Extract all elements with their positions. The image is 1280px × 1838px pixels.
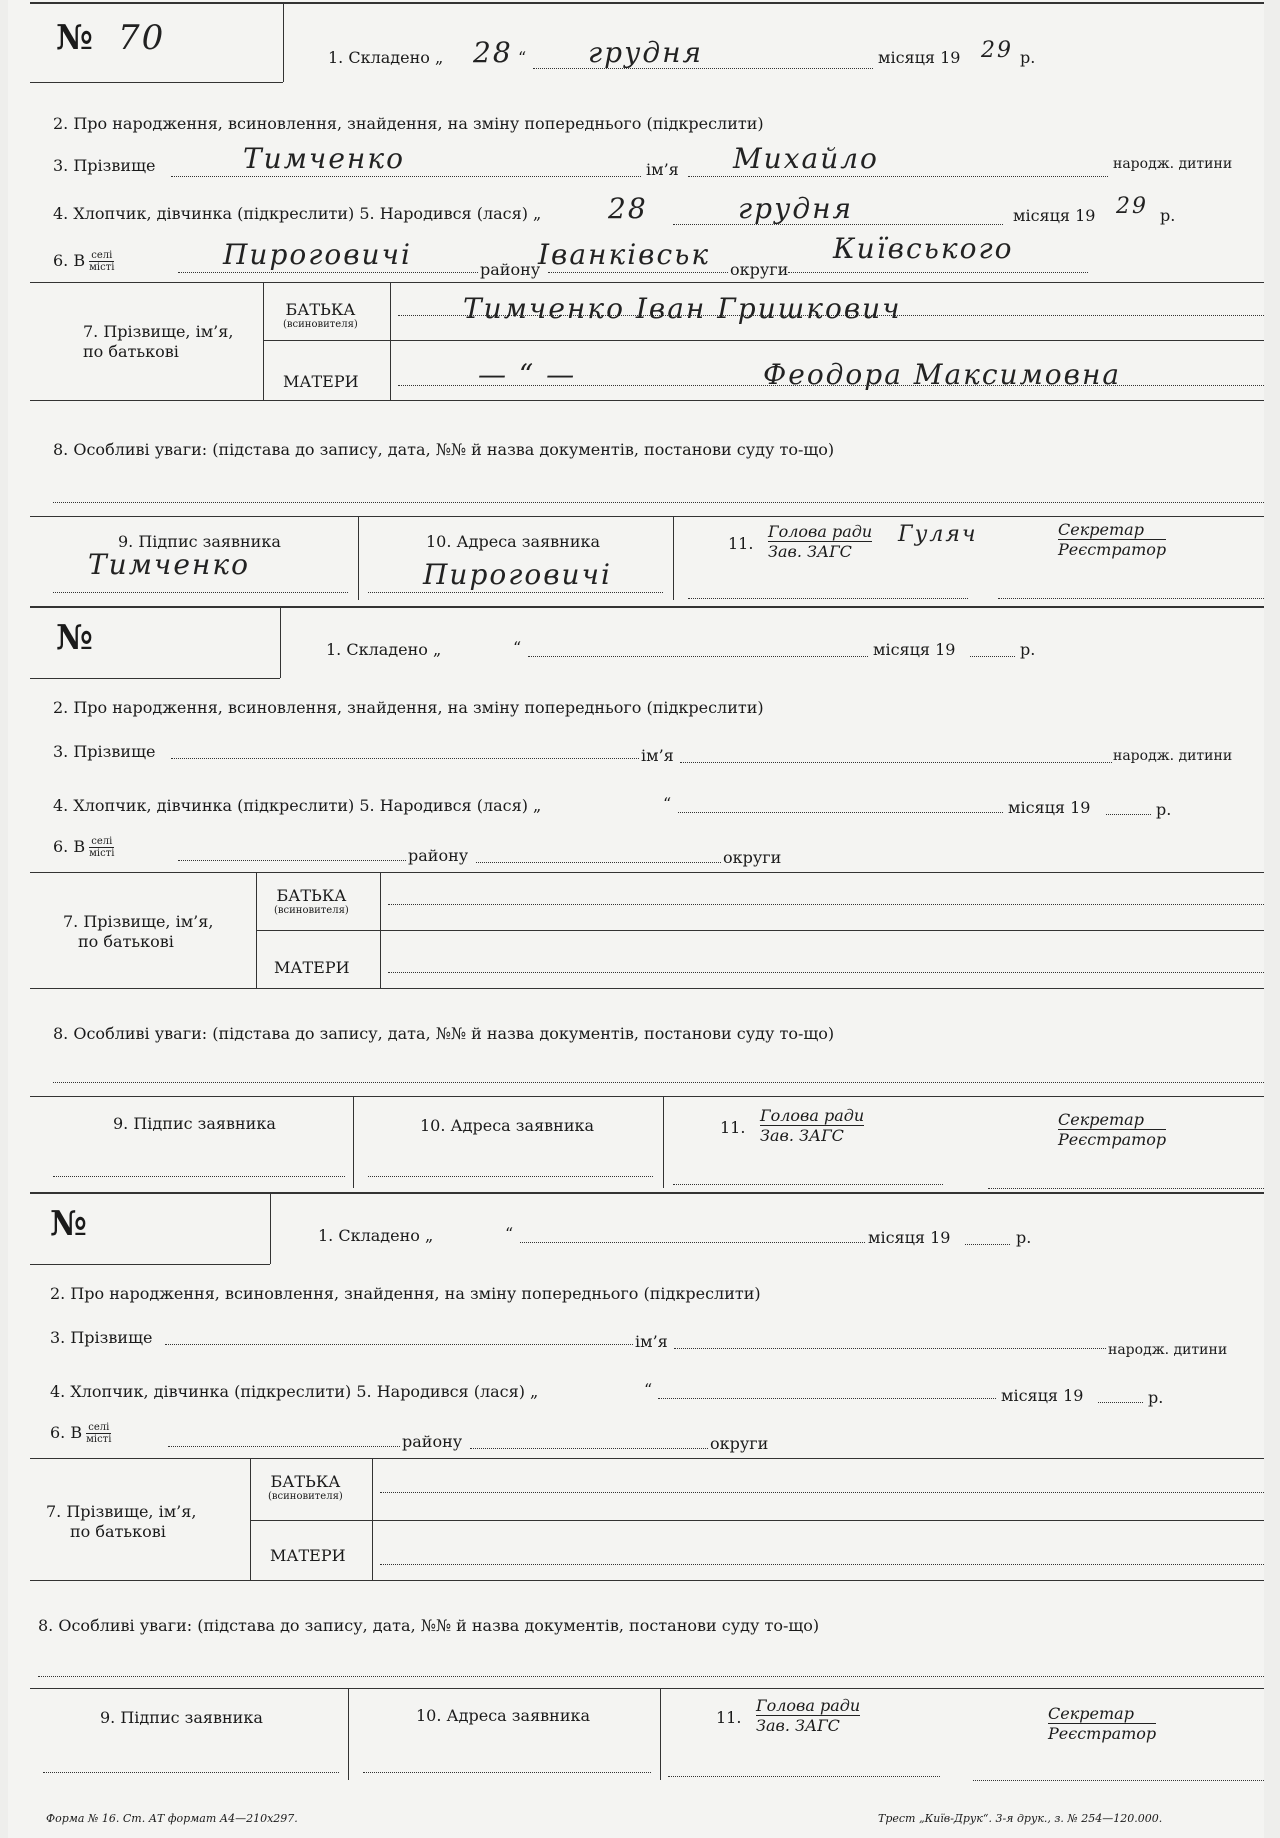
mother-dash: — “ — (478, 358, 577, 391)
compiled-label: 1. Складено „ (328, 48, 444, 67)
birth-year: 29 (1116, 194, 1148, 219)
head-signature: Гуляч (898, 522, 978, 547)
village-value: Пироговичі (223, 238, 412, 271)
birth-register-page: № 70 1. Складено „ 28 “ грудня місяця 19 29 р. 2. Про народження, всиновлення, знайдення, на зміну попереднього (підкреслити) 3. Прізвище Тимченко ім’я Михайло народж. дитини 4. Хлопчик, дівчинка (підкреслити) 5. Народився (лася) „ 28 грудня місяця 19 29 р. 6. В $\frac{\text{селі}}{\text{місті}}$ Пироговичі району Іванківськ округи Київського 7. Прізвище, ім’я, по батькові БАТЬКА (всиновителя) МАТЕРИ Тимченко Іван Гришкович — “ — Феодора Максимовна 8. Особливі уваги: (підстава до запису, дата, №№ й назва документів, постанови суду то-що) 9. Підпис заявника Тимченко 10. Адреса заявника Пироговичі 11. Голова ради Зав. ЗАГС Гуляч Секретар Реєстратор № 1. Складено „ “ місяця 19 р. 2. Про народження, всиновлення, знайдення, на зміну попереднього (підкреслити) 3. Прізвище ім’я народж. дитини 4. Хлопчик, дівчинка (підкреслити) 5. Народився (лася) „ “ місяця 19 р. 6. В $\frac{\text{селі}}{\text{місті}}$ району округи 7. Прізвище, ім’я, по батькові БАТЬКА (всиновителя) МАТЕРИ 8. Особливі уваги: (підстава до запису, дата, №№ й назва документів, постанови суду то-що) 9. Підпис заявника 10. Адреса заявника 11. Голова ради Зав. ЗАГС Секретар Реєстратор № 1. Складено „ “ місяця 19 р. 2. Про народження, всиновлення, знайдення, на зміну попереднього (підкреслити) 3. Прізвище ім’я народж. дитини 4. Хлопчик, дівчинка (підкреслити) 5. Народився (лася) „ “ місяця 19 р. 6. В $\frac{\text{селі}}{\text{місті}}$ району округи 7. Прізвище, ім’я, по батькові БАТЬКА (всиновителя) МАТЕРИ 8. Особливі уваги: (підстава до запису, дата, №№ й назва документів, постанови суду то-що) 9. Підпис заявника 10. Адреса заявника 11. Голова ради Зав. ЗАГС Секретар Реєстратор Форма № 16. Ст. АТ формат А4—210х297. Трест „Київ-Друк“. 3-я друк., з. № 254—120.000. (8, 0, 1264, 1838)
about-label: 2. Про народження, всиновлення, знайдення, на зміну попереднього (підкреслити) (53, 114, 764, 133)
compiled-year: 29 (981, 38, 1013, 63)
surname-value: Тимченко (243, 142, 405, 175)
mother-value: Феодора Максимовна (763, 358, 1122, 391)
applicant-address: Пироговичі (423, 558, 612, 591)
printer-footer: Трест „Київ-Друк“. 3-я друк., з. № 254—120.000. (878, 1812, 1163, 1825)
surname-label: 3. Прізвище (53, 156, 156, 175)
district-value: Іванківськ (538, 238, 711, 271)
record-number-label: № (56, 18, 93, 58)
compiled-day: 28 (473, 36, 513, 69)
birth-day: 28 (608, 192, 648, 225)
notes-label: 8. Особливі уваги: (підстава до запису, дата, №№ й назва документів, постанови суду то-що) (53, 440, 835, 459)
applicant-signature: Тимченко (88, 548, 250, 581)
name-value: Михайло (733, 142, 879, 175)
okrug-value: Київського (833, 232, 1014, 265)
compiled-month: грудня (588, 36, 704, 69)
form-footer: Форма № 16. Ст. АТ формат А4—210х297. (46, 1812, 298, 1825)
record-number-value: 70 (118, 18, 166, 58)
birth-month: грудня (738, 192, 854, 225)
father-value: Тимченко Іван Гришкович (463, 292, 902, 325)
sex-label: 4. Хлопчик, дівчинка (підкреслити) 5. Народився (лася) „ (53, 204, 542, 223)
